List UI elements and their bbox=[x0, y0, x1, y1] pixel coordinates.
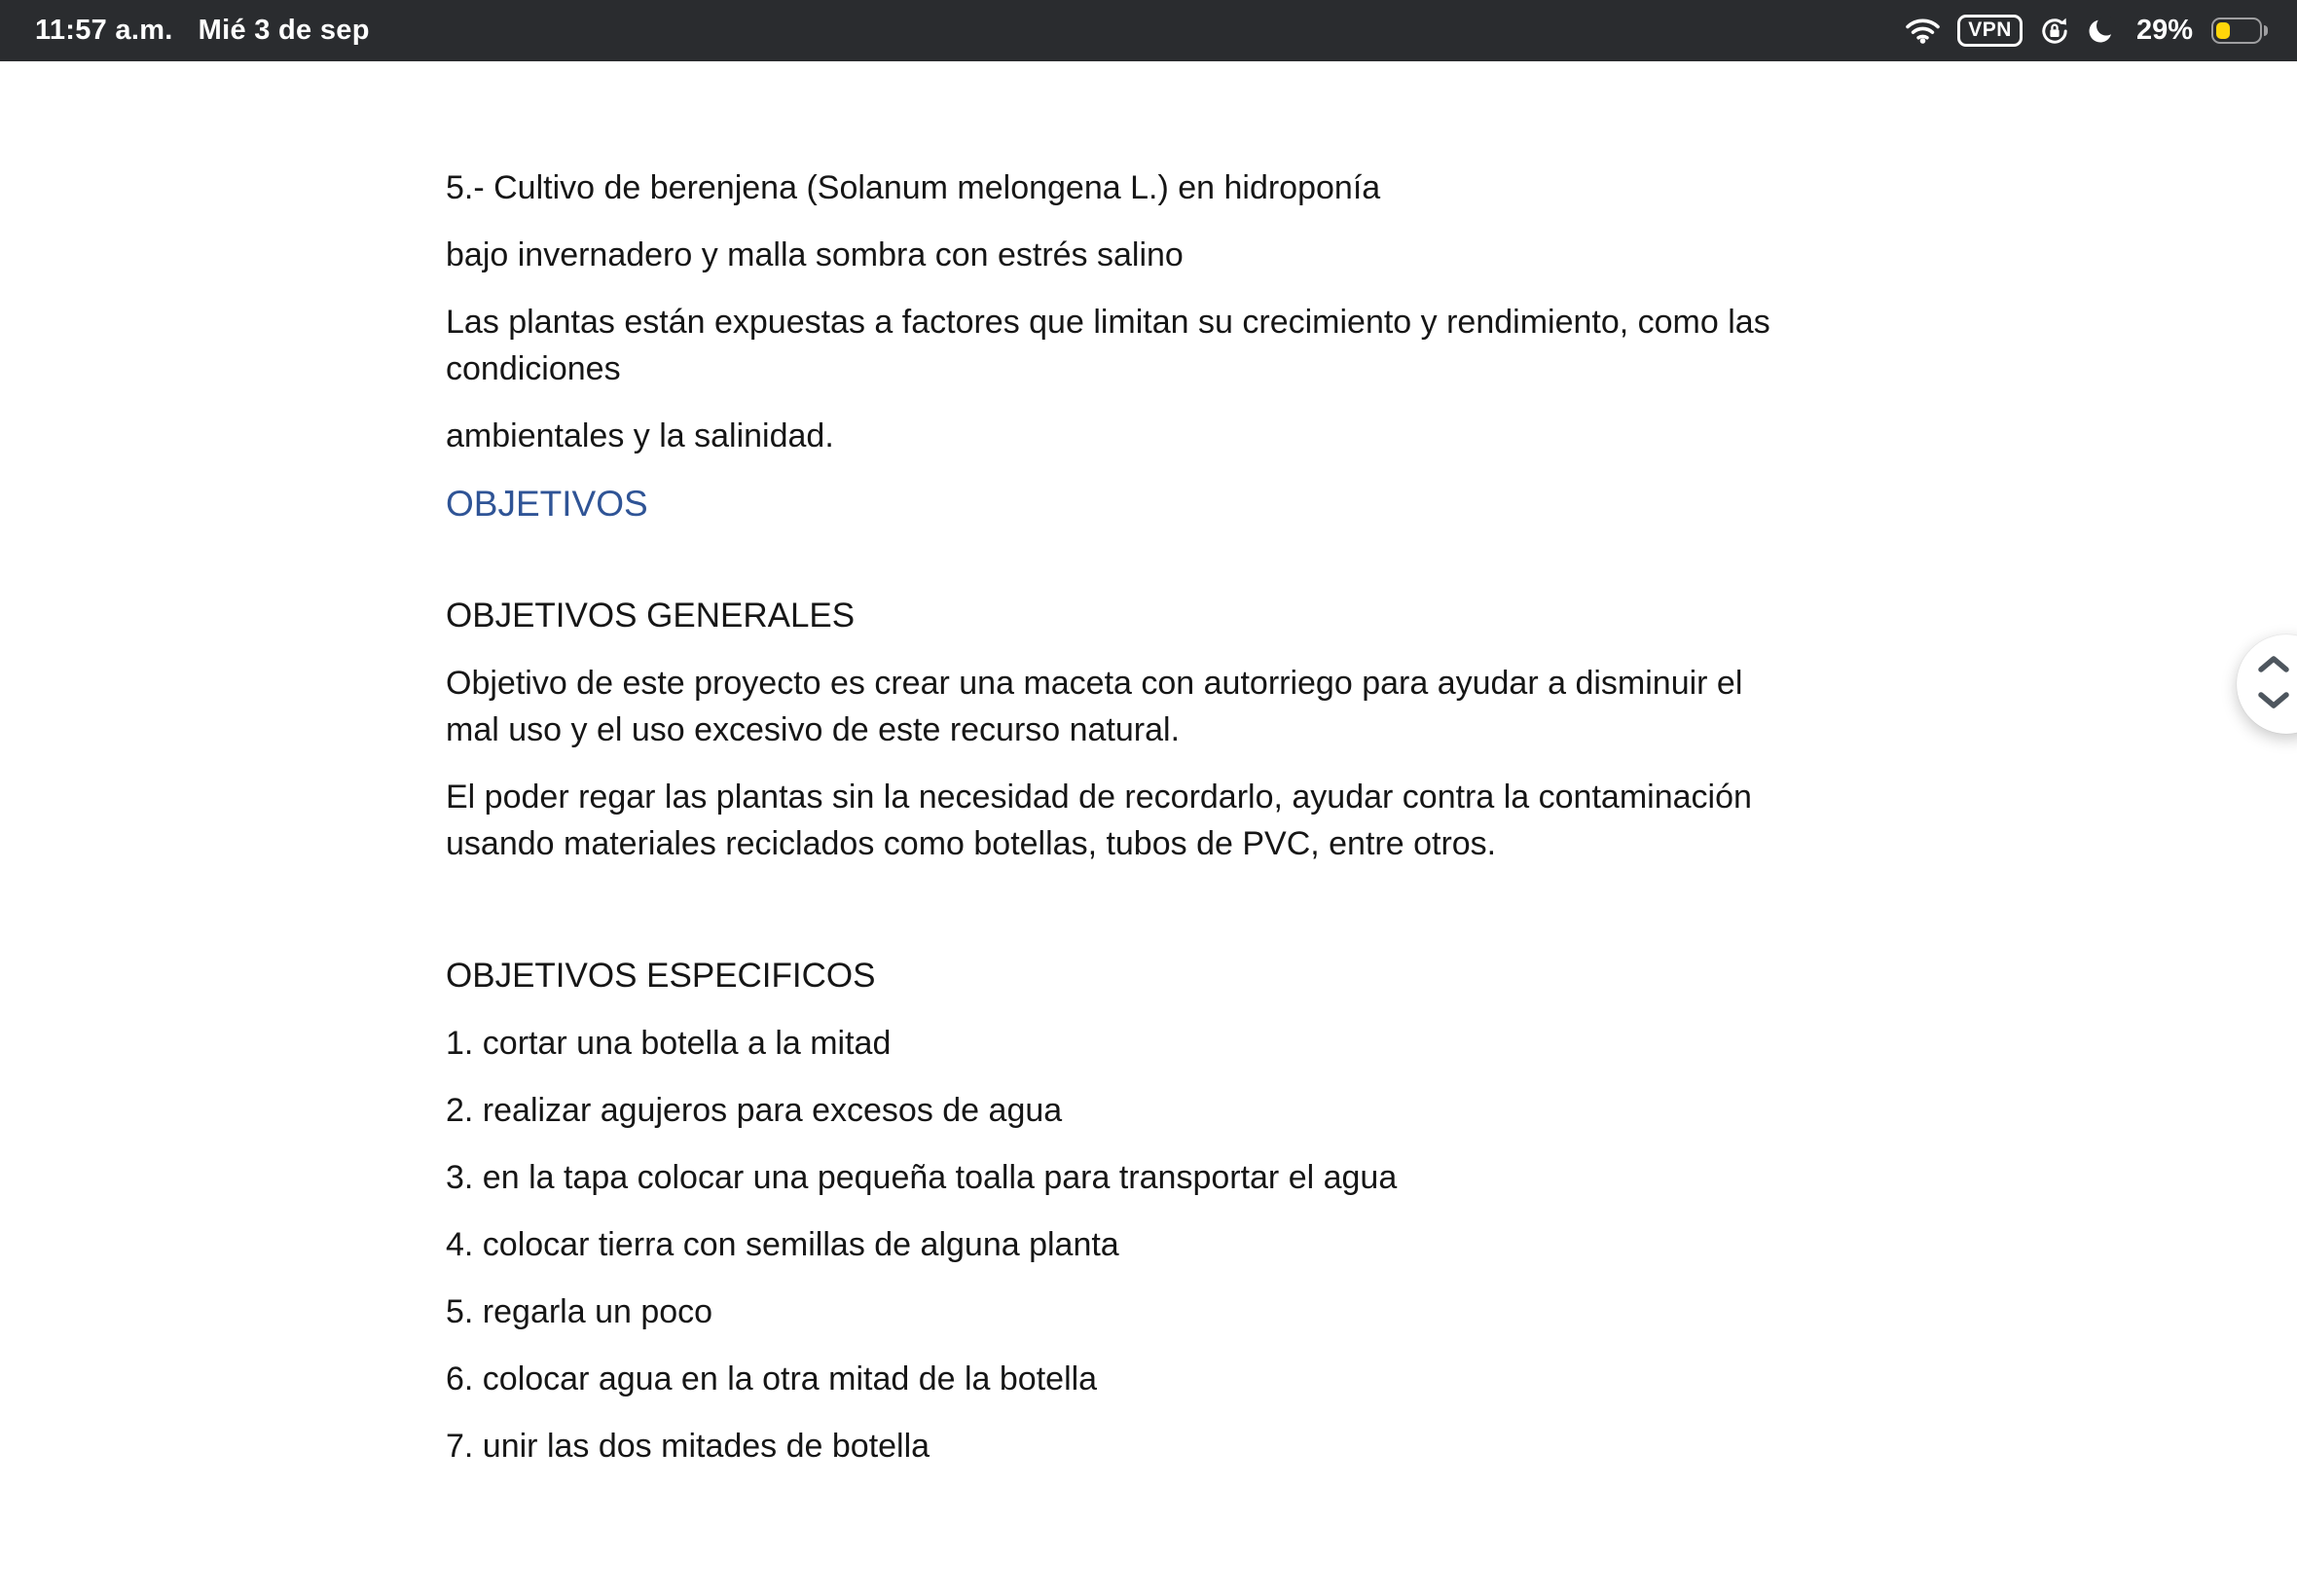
paragraph: ambientales y la salinidad. bbox=[446, 417, 834, 454]
wifi-icon bbox=[1905, 18, 1941, 44]
battery-fill bbox=[2216, 22, 2230, 39]
list-item: 4. colocar tierra con semillas de alguna planta bbox=[446, 1226, 1119, 1263]
chevron-up-icon bbox=[2256, 655, 2291, 677]
list-item: 2. realizar agujeros para excesos de agua bbox=[446, 1092, 1063, 1129]
rotation-lock-icon bbox=[2039, 16, 2070, 47]
chevron-down-icon bbox=[2256, 692, 2291, 714]
list-item: 3. en la tapa colocar una pequeña toalla para transportar el agua bbox=[446, 1159, 1398, 1196]
document-scroll-area[interactable] bbox=[0, 61, 2297, 1596]
paragraph: Objetivo de este proyecto es crear una maceta con autorriego para ayudar a disminuir el mal uso y el uso excesivo de este recurso natural. bbox=[446, 665, 1743, 748]
status-bar bbox=[0, 0, 2297, 61]
paragraph: bajo invernadero y malla sombra con estrés salino bbox=[446, 236, 1184, 273]
subheading-objetivos-especificos: OBJETIVOS ESPECIFICOS bbox=[446, 957, 876, 995]
paragraph: El poder regar las plantas sin la necesidad de recordarlo, ayudar contra la contaminación usando materiales reciclados como botellas, tubos de PVC, entre otros. bbox=[446, 779, 1752, 862]
list-item: 7. unir las dos mitades de botella bbox=[446, 1428, 930, 1465]
moon-icon bbox=[2087, 17, 2116, 46]
document-page bbox=[0, 61, 1771, 1469]
battery-nub bbox=[2264, 25, 2268, 36]
list-item: 5. regarla un poco bbox=[446, 1293, 713, 1330]
list-item: 6. colocar agua en la otra mitad de la botella bbox=[446, 1360, 1098, 1397]
paragraph: 5.- Cultivo de berenjena (Solanum melongena L.) en hidroponía bbox=[446, 169, 1381, 206]
status-date: Mié 3 de sep bbox=[198, 15, 370, 46]
battery-icon bbox=[2211, 18, 2268, 44]
vpn-badge: VPN bbox=[1957, 15, 2023, 46]
battery-percent: 29% bbox=[2135, 15, 2193, 46]
list-item: 1. cortar una botella a la mitad bbox=[446, 1025, 892, 1062]
section-heading-objetivos: OBJETIVOS bbox=[446, 484, 648, 524]
subheading-objetivos-generales: OBJETIVOS GENERALES bbox=[446, 597, 856, 635]
status-time: 11:57 a.m. bbox=[35, 15, 173, 46]
paragraph: Las plantas están expuestas a factores que limitan su crecimiento y rendimiento, como las condiciones bbox=[446, 304, 1770, 387]
